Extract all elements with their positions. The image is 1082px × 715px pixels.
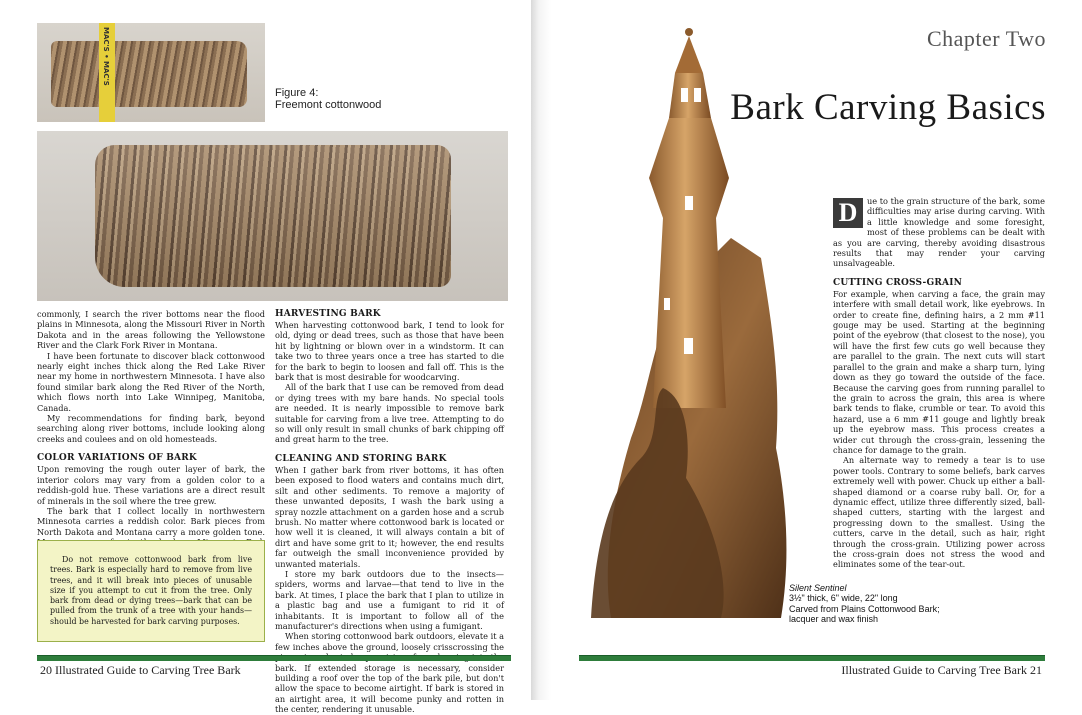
artwork-material: Carved from Plains Cottonwood Bark; [789, 603, 940, 614]
section-heading: CUTTING CROSS-GRAIN [833, 277, 963, 288]
section-heading: CLEANING AND STORING BARK [275, 453, 447, 464]
artwork-finish: lacquer and wax finish [789, 614, 879, 625]
right-page [551, 0, 1082, 700]
paragraph: When harvesting cottonwood bark, I tend to look for old, dying or dead trees, such as those that have been hit by lightning or blown over in a windstorm. It can take two to three years once a tree has started to die for the bark to begin to loosen and fall off. This is the bark that is most desirable for woodcarving. [275, 320, 504, 383]
paragraph: I store my bark outdoors due to the insects—spiders, worms and larvae—that tend to live in the bark. At times, I place the bark that I plan to utilize in a plastic bag and use a fumigant to rid it of inhabitants. It is important to follow all of the manufacturer's directions when using a fumigant. [275, 568, 504, 631]
section-heading: HARVESTING BARK [275, 309, 381, 319]
intro-paragraph [833, 196, 1045, 269]
drop-cap: D [833, 198, 863, 228]
chapter-title: Bark Carving Basics [730, 87, 1046, 128]
tape-label: MAC'S • MAC'S [102, 27, 110, 86]
paragraph: When storing cottonwood bark outdoors, elevate it a few inches above the ground, loosely crisscrossing the bark. If extended storage is necessary, consider building a roof over the top of the bark pile, but don't allow the space to become airtight. If bark is stored in an airtight area, it will become punky and rotten in the center, rendering it unusable. [275, 631, 504, 715]
footer-rule [37, 655, 511, 661]
chapter-label: Chapter Two [926, 26, 1046, 51]
figure-caption [275, 87, 381, 111]
bark-slab-image [95, 145, 451, 287]
bark-photo-with-tape [37, 23, 265, 122]
tape-measure-image [99, 23, 115, 122]
paragraph: Upon removing the rough outer layer of bark, the interior colors may vary from a golden color to a reddish-gold hue. These variations are a direct result of minerals in the soil where the tree grew. [37, 464, 265, 506]
left-column [37, 309, 265, 558]
paragraph: commonly, I search the river bottoms near the flood plains in Minnesota, along the Missouri River in North Dakota and in the areas following the Yellowstone River and the Clark Fork River in Montana. [37, 309, 265, 351]
book-gutter [531, 0, 551, 700]
section-heading: COLOR VARIATIONS OF BARK [37, 453, 197, 464]
figure-number: Figure 4: [275, 87, 319, 99]
page-footer: 20 Illustrated Guide to Carving Tree Bark [40, 663, 241, 677]
paragraph: The bark that I collect locally in northwestern Minnesota carries a reddish color. Bark pieces from North Dakota and Montana carry a more golden tone. [37, 505, 265, 537]
paragraph: My recommendations for finding bark, beyond searching along river bottoms, include looking along creeks and coulees and on old homesteads. [37, 413, 265, 444]
right-column [275, 309, 504, 715]
sidebar-text: Do not remove cottonwood bark from live trees. Bark is especially hard to remove from live trees, and it will break into pieces of unusable size if you attempt to cut it from the tree. Only bark from dead or dying trees—bark that can be pulled from the trunk of a tree with your hands—should be harvested for bark carving purposes. [50, 555, 252, 626]
artwork-caption [789, 583, 940, 625]
artwork-title: Silent Sentinel [789, 583, 847, 593]
paragraph: When I gather bark from river bottoms, it has often been exposed to flood waters and contains much dirt, silt and other sediments. To remove a majority of these unwanted deposits, I wash the bark using a spray nozzle attachment on a garden hose and a scrub brush. No matter where cottonwood bark is located or how well it is cleaned, it will always contain a bit of dirt and have some grit to it; however, the end results far outweigh the small inconvenience provided by unwanted materials. [275, 464, 504, 569]
footer-rule [579, 655, 1045, 661]
paragraph: For example, when carving a face, the grain may interfere with small detail work, like eyebrows. In order to create fine, defining hairs, a 2 mm #11 gouge may be used. Starting at the beginning point of the eyebrow (that closest to the nose), you will have the first few cuts go well because they are parallel to the grain. The next cuts will start parallel to the grain and make a sharp turn, lying down as they go toward the outside of the face. Because the carving goes from running parallel to the grain to across the grain, this area is where bark tends to flake, crumble or tear. To avoid this hazard, use a 6 mm #11 gouge and lightly break up the eyebrow mass. This process creates a wider cut through the cross-grain, lessening the chance for damage to the grain. [833, 288, 1045, 455]
bark-piece-image [51, 41, 247, 107]
figure-title: Freemont cottonwood [275, 99, 382, 111]
left-page [0, 0, 531, 715]
cottonwood-bark-photo [37, 131, 508, 301]
paragraph: I have been fortunate to discover black cottonwood nearly eight inches thick along the Red Lake River near my home in northwestern Minnesota. I have also found similar bark along the Red River of the North, which flows north into Lake Winnipeg, Manitoba, Canada. [37, 350, 265, 413]
tip-sidebar [37, 540, 265, 642]
artwork-dimensions: 3½" thick, 6" wide, 22" long [789, 593, 898, 604]
paragraph: An alternate way to remedy a tear is to use power tools. Contrary to some beliefs, bark carves extremely well with power. Chuck up either a ball-shaped diamond or a coarse ruby ball. Or, for a dynamic effect, utilize three differently sized, ball-shaped cutters, starting with the largest and progressing down to the smallest. Using the cutters, carve in the detail, such as hair, right through the cross-grain. Utilizing power across the cross-grain does not stress the wood and eliminates some of the tear-out. [833, 455, 1045, 570]
page-footer: Illustrated Guide to Carving Tree Bark 21 [841, 663, 1042, 677]
right-page-column [833, 196, 1045, 570]
intro-text: ue to the grain structure of the bark, some difficulties may arise during carving. With a little knowledge and some foresight, most of these problems can be dealt with as you are carving, thereby avoiding disastrous results that may render your carving unsalvageable. [833, 196, 1045, 269]
paragraph: All of the bark that I use can be removed from dead or dying trees with my bare hands. No special tools are needed. It is nearly impossible to remove bark suitable for carving from a live tree. Attempting to do so will only result in small chunks of bark chipping off and great harm to the tree. [275, 382, 504, 445]
